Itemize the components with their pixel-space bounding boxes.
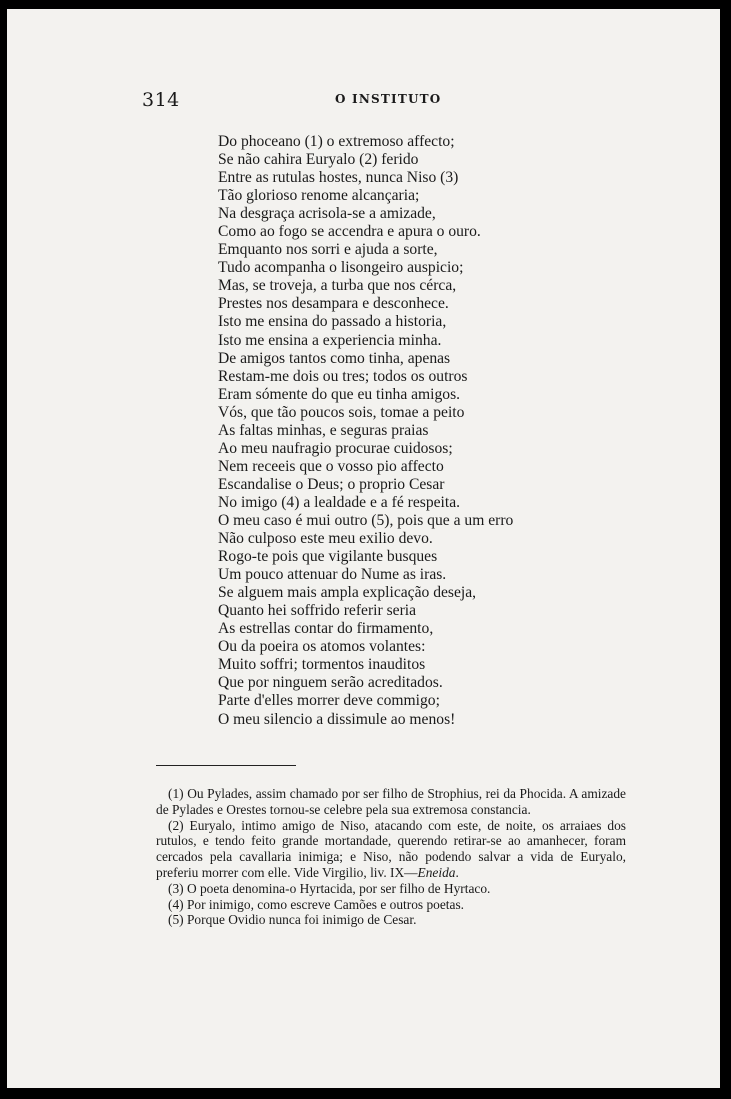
poem-line: Emquanto nos sorri e ajuda a sorte, — [218, 241, 438, 259]
poem-line: Muito soffri; tormentos inauditos — [218, 656, 426, 674]
footnote-text: (5) Porque Ovidio nunca foi inimigo de Cesar. — [168, 912, 417, 928]
poem-line: Quanto hei soffrido referir seria — [218, 602, 417, 620]
poem-line: Se alguem mais ampla explicação deseja, — [218, 584, 477, 602]
poem-line: Vós, que tão poucos sois, tomae a peito — [218, 403, 465, 421]
poem-line: Não culposo este meu exilio devo. — [218, 530, 433, 548]
running-head: O INSTITUTO — [335, 92, 442, 106]
poem-line: Tão glorioso renome alcançaria; — [218, 187, 420, 205]
poem-line: Rogo-te pois que vigilante busques — [218, 548, 438, 566]
poem-line: Mas, se troveja, a turba que nos cérca, — [218, 277, 457, 295]
footnote-text: (2) Euryalo, intimo amigo de Niso, atacando com este, de noite, os arraiaes dos rutulos, e tendo feito grande mortandade, querendo retirar-se ao amanhecer, foram cercados pela cavallaria inimiga; e Niso, não podendo salvar a vida de Euryalo, preferiu morrer com elle. Vide Virgilio, liv. IX— — [156, 817, 626, 880]
poem-line: Entre as rutulas hostes, nunca Niso (3) — [218, 169, 459, 187]
footnote — [156, 818, 626, 881]
footnote-text: (3) O poeta denomina-o Hyrtacida, por ser filho de Hyrtaco. — [168, 880, 491, 896]
footnote-text: (1) Ou Pylades, assim chamado por ser filho de Strophius, rei da Phocida. A amizade de Pylades e Orestes tornou-se celebre pela sua extremosa constancia. — [156, 786, 626, 817]
footnote — [156, 912, 626, 928]
poem-line: O meu silencio a dissimule ao menos! — [218, 710, 456, 728]
footnote — [156, 786, 626, 818]
footnote-work-title: Eneida — [417, 864, 456, 880]
footnote — [156, 881, 626, 897]
footnote-text: (4) Por inimigo, como escreve Camões e outros poetas. — [168, 896, 465, 912]
poem-line: Isto me ensina a experiencia minha. — [218, 331, 442, 349]
page-number: 314 — [142, 89, 180, 111]
poem-line: Na desgraça acrisola-se a amizade, — [218, 205, 436, 223]
poem-line: Ou da poeira os atomos volantes: — [218, 638, 426, 656]
poem-line: Ao meu naufragio procurae cuidosos; — [218, 439, 453, 457]
poem-line: Se não cahira Euryalo (2) ferido — [218, 151, 419, 169]
poem-line: Restam-me dois ou tres; todos os outros — [218, 367, 468, 385]
poem-text — [218, 133, 513, 729]
footnote-rule — [156, 765, 296, 766]
poem-line: Que por ninguem serão acreditados. — [218, 674, 443, 692]
poem-line: As estrellas contar do firmamento, — [218, 620, 434, 638]
footnote — [156, 897, 626, 913]
poem-line: Como ao fogo se accendra e apura o ouro. — [218, 223, 481, 241]
poem-line: Escandalise o Deus; o proprio Cesar — [218, 475, 445, 493]
poem-line: Prestes nos desampara e desconhece. — [218, 295, 449, 313]
poem-line: Eram sómente do que eu tinha amigos. — [218, 385, 461, 403]
page-header — [7, 89, 720, 115]
poem-line: No imigo (4) a lealdade e a fé respeita. — [218, 493, 461, 511]
poem-line: Nem receeis que o vosso pio affecto — [218, 457, 444, 475]
poem-line: Parte d'elles morrer deve commigo; — [218, 692, 440, 710]
book-page — [7, 9, 720, 1088]
poem-line: Tudo acompanha o lisongeiro auspicio; — [218, 259, 464, 277]
poem-line: De amigos tantos como tinha, apenas — [218, 349, 451, 367]
poem-line: As faltas minhas, e seguras praias — [218, 421, 429, 439]
footnote-punctuation: . — [455, 864, 459, 880]
poem-line: Isto me ensina do passado a historia, — [218, 313, 447, 331]
poem-line: O meu caso é mui outro (5), pois que a um erro — [218, 511, 514, 529]
poem-line: Do phoceano (1) o extremoso affecto; — [218, 133, 455, 150]
poem-line: Um pouco attenuar do Nume as iras. — [218, 566, 447, 584]
footnotes — [156, 786, 626, 928]
